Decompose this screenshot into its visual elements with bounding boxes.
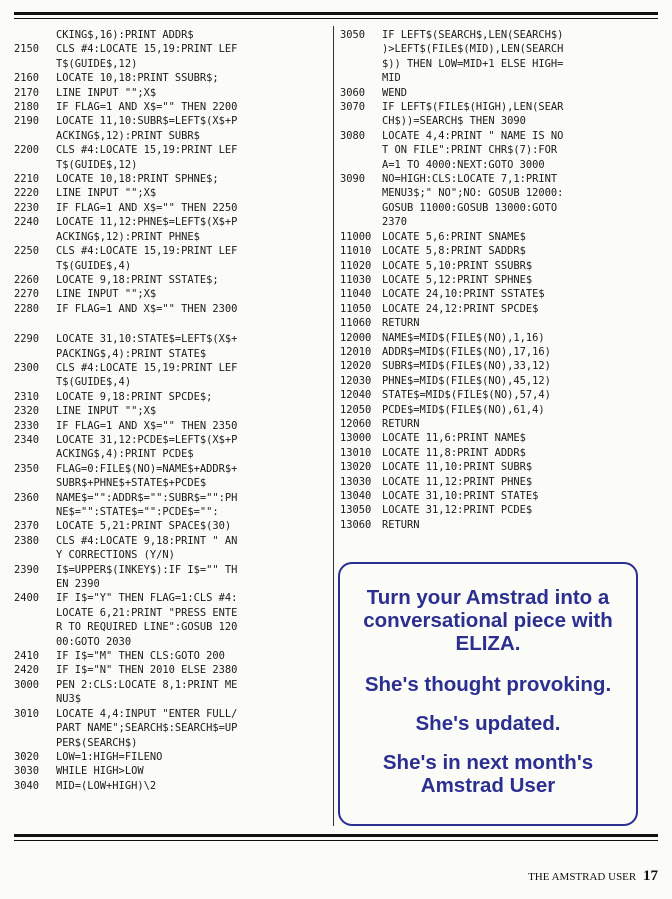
code-text: CLS #4:LOCATE 15,19:PRINT LEF T$(GUIDE$,12)	[56, 43, 238, 70]
line-number: 13040	[340, 490, 372, 502]
code-text: IF I$="Y" THEN FLAG=1:CLS #4: LOCATE 6,21:PRINT "PRESS ENTE R TO REQUIRED LINE":GOSUB 120 00:GOTO 2030	[56, 592, 238, 648]
line-number: 2160	[14, 72, 40, 85]
code-line	[340, 287, 660, 301]
code-text: LOCATE 5,21:PRINT SPACE$(30)	[56, 520, 232, 533]
code-line	[14, 273, 330, 287]
code-text: NAME$="":ADDR$="":SUBR$="":PH NE$="":STATE$="":PCDE$="":	[56, 491, 238, 518]
code-text: ADDR$=MID$(FILE$(NO),17,16)	[382, 345, 551, 358]
code-text: LOCATE 31,12:PCDE$=LEFT$(X$+P ACKING$,4):PRINT PCDE$	[56, 433, 238, 461]
line-number: 2390	[14, 563, 40, 576]
line-number: 11030	[340, 273, 372, 286]
code-text: LINE INPUT "";X$	[56, 86, 157, 99]
line-number: 2150	[14, 43, 40, 56]
page-footer	[528, 868, 658, 885]
code-line	[14, 663, 330, 677]
code-line	[340, 503, 660, 517]
code-line	[14, 244, 330, 273]
line-number: 2410	[14, 650, 40, 663]
code-text: LOCATE 9,18:PRINT SPCDE$;	[56, 390, 213, 403]
code-text: LINE INPUT "";X$	[56, 405, 157, 418]
code-text: MID=(LOW+HIGH)\2	[56, 779, 157, 792]
code-line	[14, 114, 330, 143]
line-number: 2330	[14, 419, 40, 432]
code-line	[14, 678, 330, 707]
code-text: IF FLAG=1 AND X$="" THEN 2250	[56, 201, 238, 214]
code-line	[14, 100, 330, 114]
line-number: 2170	[14, 86, 40, 99]
code-line	[14, 649, 330, 663]
line-number: 2320	[14, 405, 40, 418]
code-text: RETURN	[382, 417, 420, 430]
top-rule	[14, 12, 658, 15]
line-number: 2270	[14, 288, 40, 301]
code-line	[14, 390, 330, 404]
code-text: RETURN	[382, 317, 420, 330]
line-number: 13000	[340, 432, 372, 445]
line-number: 12060	[340, 417, 372, 430]
code-line	[340, 460, 660, 474]
code-text: SUBR$=MID$(FILE$(NO),33,12)	[382, 360, 551, 373]
code-text: LOCATE 11,6:PRINT NAME$	[382, 432, 526, 445]
code-line	[14, 404, 330, 418]
line-number: 11050	[340, 302, 372, 315]
line-number: 12030	[340, 374, 372, 387]
line-number: 11020	[340, 259, 372, 272]
code-text: LOCATE 11,10:SUBR$=LEFT$(X$+P ACKING$,12):PRINT SUBR$	[56, 115, 238, 142]
code-text: IF I$="N" THEN 2010 ELSE 2380	[56, 664, 238, 677]
code-text: CLS #4:LOCATE 15,19:PRINT LEF T$(GUIDE$,12)	[56, 144, 238, 171]
line-gap	[14, 316, 330, 332]
code-line	[340, 244, 660, 258]
line-number: 3070	[340, 101, 366, 114]
code-line	[14, 332, 330, 361]
code-line	[14, 534, 330, 563]
code-text: LOCATE 11,12:PRINT PHNE$	[382, 475, 533, 488]
code-line	[14, 42, 330, 71]
bottom-rule	[14, 834, 658, 837]
line-number: 2340	[14, 433, 40, 446]
code-text: CLS #4:LOCATE 15,19:PRINT LEF T$(GUIDE$,4)	[56, 361, 238, 389]
code-text: CKING$,16):PRINT ADDR$	[56, 29, 194, 41]
code-line	[340, 172, 660, 230]
code-text: CLS #4:LOCATE 9,18:PRINT " AN Y CORRECTIONS (Y/N)	[56, 534, 238, 562]
code-line	[340, 359, 660, 373]
line-number: 3090	[340, 173, 366, 186]
line-number: 2260	[14, 273, 40, 286]
code-line	[14, 419, 330, 433]
code-line	[14, 215, 330, 244]
code-text: LOCATE 24,12:PRINT SPCDE$	[382, 302, 539, 315]
line-number: 2290	[14, 333, 40, 346]
code-text: LOCATE 10,18:PRINT SSUBR$;	[56, 72, 219, 85]
advert-line-3: She's in next month's Amstrad User	[382, 751, 594, 797]
code-text: LOCATE 5,12:PRINT SPHNE$	[382, 273, 533, 286]
code-line	[14, 779, 330, 793]
line-number: 13050	[340, 504, 372, 517]
line-number: 2420	[14, 664, 40, 677]
code-text: LOCATE 5,6:PRINT SNAME$	[382, 230, 526, 243]
advert-line-2: She's updated.	[415, 712, 561, 735]
code-line	[14, 172, 330, 186]
code-text: PEN 2:CLS:LOCATE 8,1:PRINT ME NU3$	[56, 678, 238, 706]
code-text: I$=UPPER$(INKEY$):IF I$="" TH EN 2390	[56, 563, 238, 591]
line-number: 3040	[14, 779, 40, 792]
code-line	[14, 201, 330, 215]
code-line	[14, 28, 330, 42]
line-number: 3010	[14, 707, 40, 720]
line-number: 2310	[14, 390, 40, 403]
code-text: LOCATE 9,18:PRINT SSTATE$;	[56, 273, 219, 286]
code-line	[340, 475, 660, 489]
code-line	[340, 259, 660, 273]
line-number: 2300	[14, 361, 40, 374]
code-line	[340, 374, 660, 388]
line-number: 12040	[340, 389, 372, 402]
code-line	[340, 100, 660, 129]
code-line	[14, 433, 330, 462]
code-text: PCDE$=MID$(FILE$(NO),61,4)	[382, 403, 545, 416]
line-number	[14, 28, 56, 42]
code-line	[340, 489, 660, 503]
line-number: 2360	[14, 491, 40, 504]
code-line	[340, 345, 660, 359]
line-number: 11060	[340, 317, 372, 330]
code-text: LINE INPUT "";X$	[56, 288, 157, 301]
line-number: 2250	[14, 245, 40, 258]
line-number: 2180	[14, 101, 40, 114]
code-text: LOW=1:HIGH=FILENO	[56, 750, 163, 763]
code-text: LOCATE 11,12:PHNE$=LEFT$(X$+P ACKING$,12):PRINT PHNE$	[56, 216, 238, 243]
line-number: 12000	[340, 331, 372, 344]
line-number: 2400	[14, 592, 40, 605]
code-line	[14, 302, 330, 316]
code-line	[14, 86, 330, 100]
code-line	[14, 491, 330, 520]
line-number: 2230	[14, 201, 40, 214]
line-number: 3000	[14, 678, 40, 691]
code-text: WEND	[382, 86, 408, 99]
line-number: 13060	[340, 518, 372, 531]
code-text: LOCATE 31,10:STATE$=LEFT$(X$+ PACKING$,4):PRINT STATE$	[56, 333, 238, 360]
code-text: LOCATE 24,10:PRINT SSTATE$	[382, 288, 545, 301]
line-number: 13010	[340, 446, 372, 459]
line-number: 3050	[340, 29, 366, 41]
code-line	[340, 273, 660, 287]
page-number: 17	[643, 868, 658, 884]
line-number: 2240	[14, 216, 40, 229]
code-text: LOCATE 11,8:PRINT ADDR$	[382, 446, 526, 459]
line-number: 13020	[340, 461, 372, 474]
code-line	[340, 431, 660, 445]
code-text: IF FLAG=1 AND X$="" THEN 2300	[56, 302, 238, 315]
code-text: NO=HIGH:CLS:LOCATE 7,1:PRINT MENU3$;" NO";NO: GOSUB 12000: GOSUB 11000:GOSUB 13000:GOTO 2370	[382, 173, 564, 229]
code-line	[14, 591, 330, 649]
code-text: LINE INPUT "";X$	[56, 187, 157, 200]
code-line	[14, 764, 330, 778]
line-number: 3080	[340, 129, 366, 142]
code-line	[340, 417, 660, 431]
line-number: 12020	[340, 360, 372, 373]
code-text: IF LEFT$(FILE$(HIGH),LEN(SEAR CH$))=SEARCH$ THEN 3090	[382, 101, 564, 128]
code-line	[14, 186, 330, 200]
code-line	[340, 403, 660, 417]
line-number: 3020	[14, 750, 40, 763]
code-line	[14, 707, 330, 750]
code-line	[14, 750, 330, 764]
code-line	[14, 462, 330, 491]
line-number: 12050	[340, 403, 372, 416]
advert-headline: Turn your Amstrad into a conversational piece with ELIZA.	[363, 586, 613, 655]
code-line	[340, 316, 660, 330]
listing-right-column	[340, 28, 660, 532]
code-line	[340, 129, 660, 172]
code-text: LOCATE 10,18:PRINT SPHNE$;	[56, 173, 219, 186]
code-line	[14, 287, 330, 301]
code-text: LOCATE 11,10:PRINT SUBR$	[382, 461, 533, 474]
code-line	[340, 518, 660, 532]
code-text: LOCATE 31,10:PRINT STATE$	[382, 490, 539, 502]
code-text: LOCATE 5,10:PRINT SSUBR$	[382, 259, 533, 272]
line-number: 2190	[14, 115, 40, 128]
code-text: LOCATE 4,4:PRINT " NAME IS NO T ON FILE":PRINT CHR$(7):FOR A=1 TO 4000:NEXT:GOTO 3000	[382, 129, 564, 171]
code-text: FLAG=0:FILE$(NO)=NAME$+ADDR$+ SUBR$+PHNE$+STATE$+PCDE$	[56, 462, 238, 490]
code-text: STATE$=MID$(FILE$(NO),57,4)	[382, 389, 551, 402]
line-number: 2220	[14, 187, 40, 200]
eliza-advert-box	[338, 562, 638, 826]
code-line	[340, 331, 660, 345]
code-line	[340, 446, 660, 460]
code-text: LOCATE 4,4:INPUT "ENTER FULL/ PART NAME";SEARCH$:SEARCH$=UP PER$(SEARCH$)	[56, 707, 238, 749]
advert-line-1: She's thought provoking.	[364, 673, 612, 696]
line-number: 2350	[14, 462, 40, 475]
code-line	[14, 563, 330, 592]
line-number: 3060	[340, 86, 366, 99]
column-divider	[333, 26, 334, 826]
code-line	[340, 28, 660, 86]
code-text: WHILE HIGH>LOW	[56, 765, 144, 778]
code-line	[14, 143, 330, 172]
line-number: 2370	[14, 520, 40, 533]
line-number: 2280	[14, 302, 40, 315]
magazine-name: THE AMSTRAD USER	[528, 871, 637, 883]
code-text: IF LEFT$(SEARCH$,LEN(SEARCH$) )>LEFT$(FILE$(MID),LEN(SEARCH $)) THEN LOW=MID+1 ELSE HIGH= MID	[382, 29, 564, 85]
code-text: IF I$="M" THEN CLS:GOTO 200	[56, 650, 225, 663]
code-text: PHNE$=MID$(FILE$(NO),45,12)	[382, 374, 551, 387]
line-number: 11000	[340, 230, 372, 243]
line-number: 13030	[340, 475, 372, 488]
line-number: 12010	[340, 345, 372, 358]
code-text: LOCATE 31,12:PRINT PCDE$	[382, 504, 533, 517]
code-line	[14, 71, 330, 85]
code-text: IF FLAG=1 AND X$="" THEN 2350	[56, 419, 238, 432]
code-text: CLS #4:LOCATE 15,19:PRINT LEF T$(GUIDE$,4)	[56, 245, 238, 272]
code-line	[14, 361, 330, 390]
line-number: 2200	[14, 144, 40, 157]
code-line	[340, 388, 660, 402]
code-line	[14, 519, 330, 533]
code-text: LOCATE 5,8:PRINT SADDR$	[382, 245, 526, 258]
code-line	[340, 230, 660, 244]
listing-left-column	[14, 28, 330, 793]
bottom-rule-thin	[14, 840, 658, 841]
line-number: 11010	[340, 245, 372, 258]
code-text: RETURN	[382, 518, 420, 531]
line-number: 2210	[14, 173, 40, 186]
code-text: NAME$=MID$(FILE$(NO),1,16)	[382, 331, 545, 344]
line-number: 2380	[14, 534, 40, 547]
code-line	[340, 86, 660, 100]
line-number: 3030	[14, 765, 40, 778]
line-number: 11040	[340, 288, 372, 301]
top-rule-thin	[14, 18, 658, 19]
code-line	[340, 302, 660, 316]
code-text: IF FLAG=1 AND X$="" THEN 2200	[56, 101, 238, 114]
